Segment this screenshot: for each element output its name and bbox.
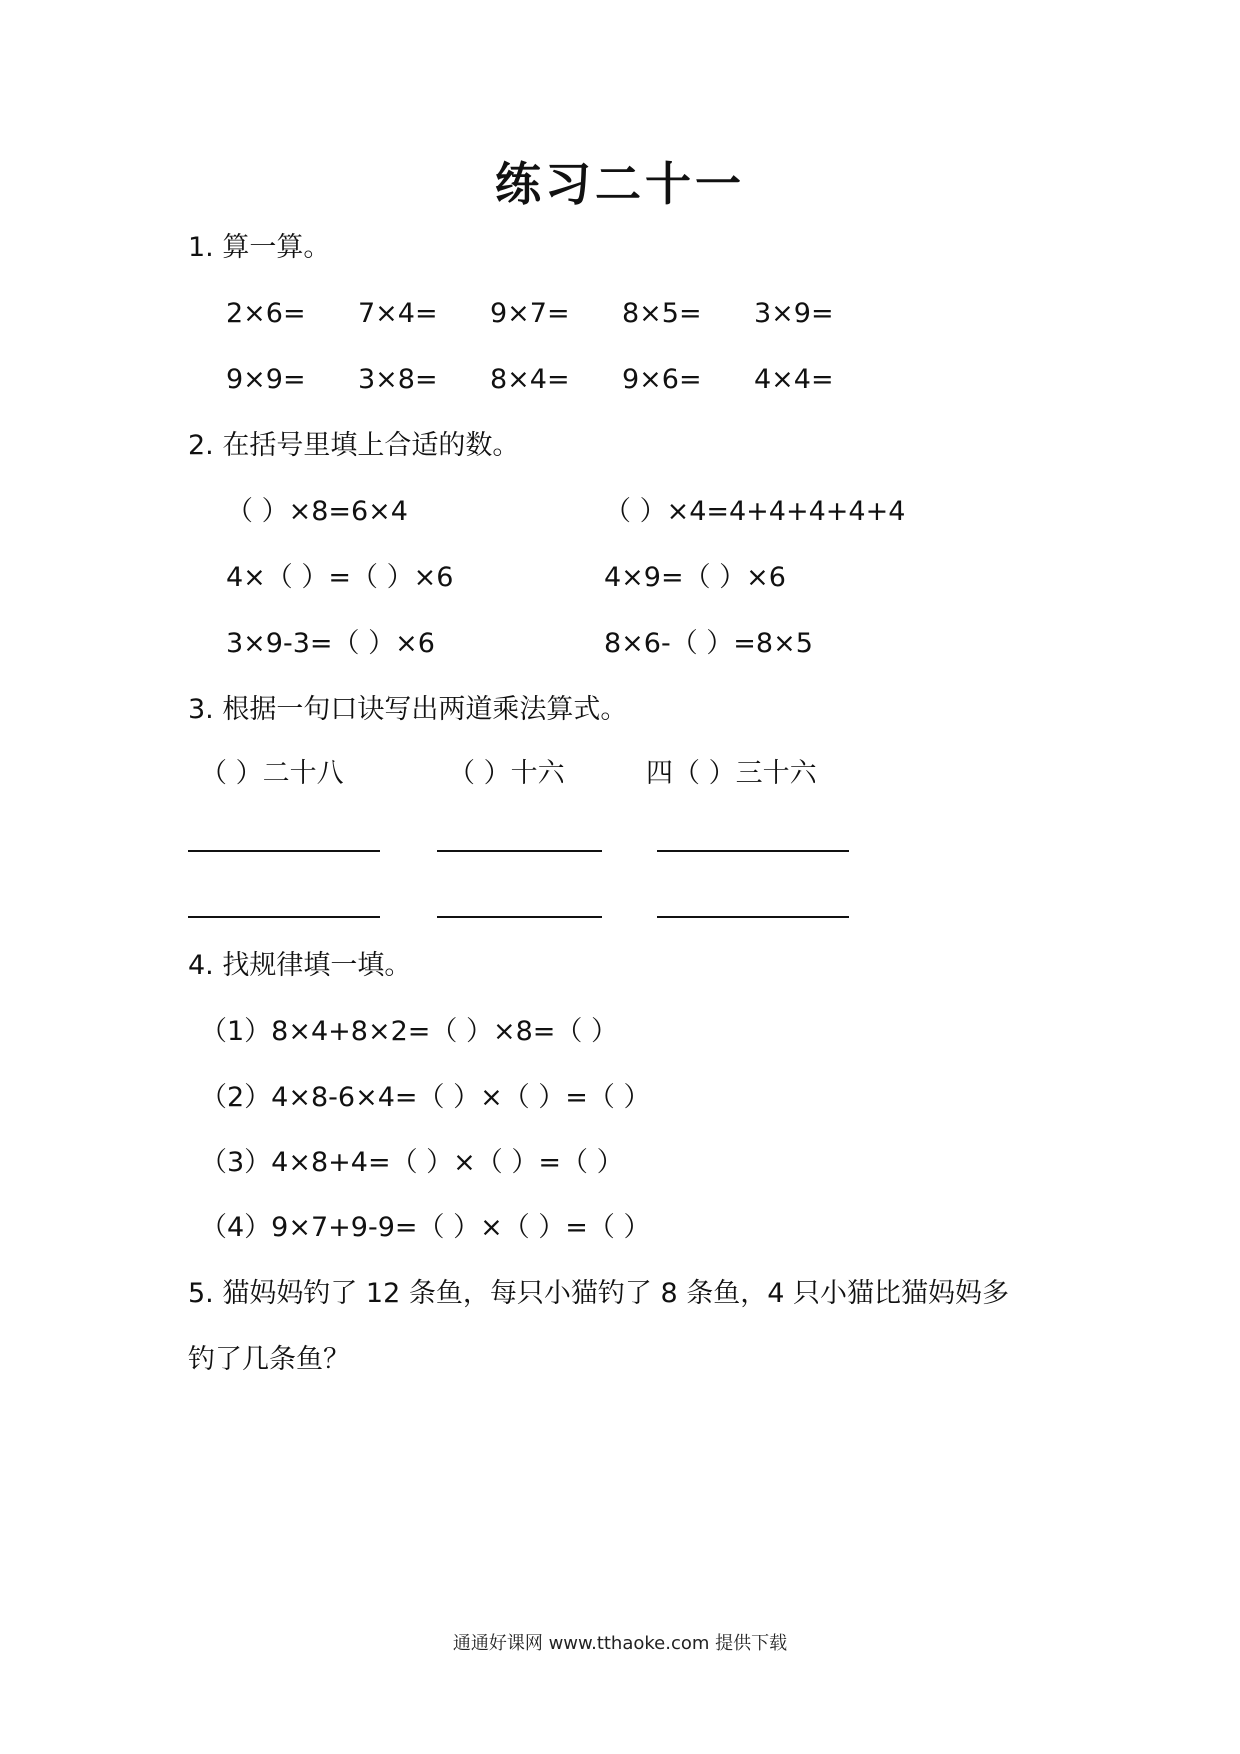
answer-blank-line [188,850,380,852]
q4-item: （2）4×8-6×4=（ ）×（ ）=（ ） [200,1082,651,1113]
q1-equation: 2×6= [226,298,306,329]
q1-equation: 3×8= [358,364,438,395]
answer-blank-line [437,916,602,918]
q2-equation: （ ）×4=4+4+4+4+4 [604,496,906,527]
q4-item: （4）9×7+9-9=（ ）×（ ）=（ ） [200,1212,651,1243]
q2-heading: 2. 在括号里填上合适的数。 [188,430,520,461]
page-title: 练习二十一 [495,157,745,211]
q2-equation: 4×（ ）=（ ）×6 [226,562,454,593]
q1-equation: 8×5= [622,298,702,329]
q1-equation: 4×4= [754,364,834,395]
q2-equation: 8×6-（ ）=8×5 [604,628,813,659]
footer-credit: 通通好课网 www.tthaoke.com 提供下载 [452,1633,788,1654]
q2-equation: 3×9-3=（ ）×6 [226,628,435,659]
q1-equation: 3×9= [754,298,834,329]
q1-equation: 7×4= [358,298,438,329]
q3-mnemonic: 四（ ）三十六 [646,758,817,789]
answer-blank-line [657,916,849,918]
q3-mnemonic: （ ）二十八 [200,758,344,789]
q5-problem-line2: 钓了几条鱼？ [188,1344,350,1375]
answer-blank-line [188,916,380,918]
answer-blank-line [657,850,849,852]
q4-item: （1）8×4+8×2=（ ）×8=（ ） [200,1016,618,1047]
q1-equation: 9×9= [226,364,306,395]
q4-item: （3）4×8+4=（ ）×（ ）=（ ） [200,1147,624,1178]
q5-problem-line1: 5. 猫妈妈钓了 12 条鱼，每只小猫钓了 8 条鱼，4 只小猫比猫妈妈多 [188,1278,1009,1309]
q2-equation: （ ）×8=6×4 [226,496,408,527]
q1-equation: 8×4= [490,364,570,395]
q1-equation: 9×7= [490,298,570,329]
q1-heading: 1. 算一算。 [188,232,331,263]
q3-heading: 3. 根据一句口诀写出两道乘法算式。 [188,694,628,725]
q3-mnemonic: （ ）十六 [448,758,565,789]
q1-equation: 9×6= [622,364,702,395]
answer-blank-line [437,850,602,852]
q4-heading: 4. 找规律填一填。 [188,950,412,981]
q2-equation: 4×9=（ ）×6 [604,562,786,593]
